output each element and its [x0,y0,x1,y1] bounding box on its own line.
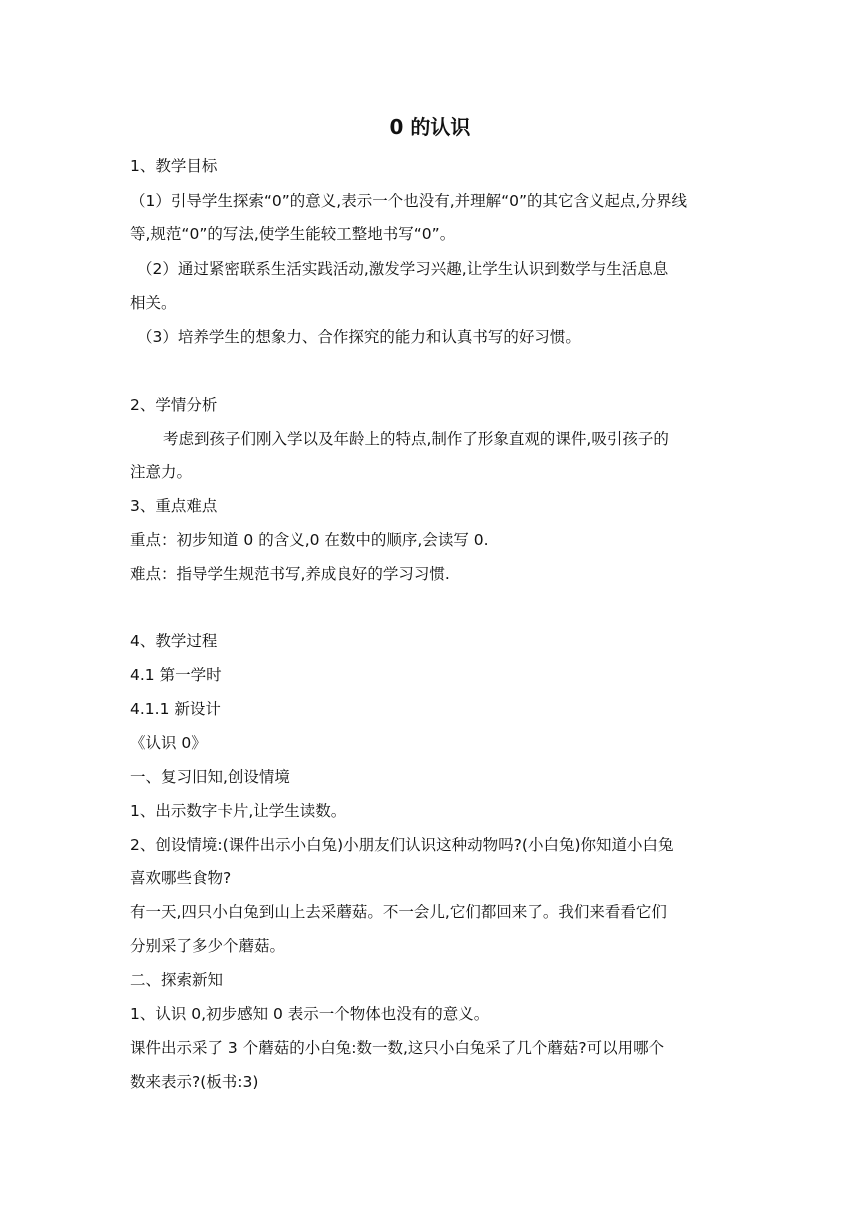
step-1-line: 1、出示数字卡片,让学生读数。 [130,802,347,820]
story-line-1: 有一天,四只小白兔到山上去采蘑菇。不一会儿,它们都回来了。我们来看看它们 [130,903,667,921]
goal-1-line-2: 等,规范“0”的写法,使学生能较工整地书写“0”。 [130,225,456,243]
goal-1-line-1: （1）引导学生探索“0”的意义,表示一个也没有,并理解“0”的其它含义起点,分界线 [130,192,687,210]
part-one-heading: 一、复习旧知,创设情境 [130,768,290,786]
section-heading-teaching-goals: 1、教学目标 [130,157,218,175]
document-title: 0 的认识 [389,115,471,139]
step-2-line-2: 喜欢哪些食物? [130,869,232,887]
section-heading-student-analysis: 2、学情分析 [130,396,218,414]
subsection-new-design: 4.1.1 新设计 [130,700,221,718]
key-point-line: 重点：初步知道 0 的含义,0 在数中的顺序,会读写 0. [130,531,489,549]
analysis-line-2: 注意力。 [130,463,193,481]
analysis-line-1: 考虑到孩子们刚入学以及年龄上的特点,制作了形象直观的课件,吸引孩子的 [163,430,669,448]
lesson-name: 《认识 0》 [130,734,207,752]
courseware-line-2: 数来表示?(板书:3) [130,1073,259,1091]
goal-2-line-2: 相关。 [130,294,177,312]
section-heading-key-points: 3、重点难点 [130,497,218,515]
subsection-first-lesson: 4.1 第一学时 [130,666,222,684]
story-line-2: 分别采了多少个蘑菇。 [130,937,286,955]
explore-step-1-line: 1、认识 0,初步感知 0 表示一个物体也没有的意义。 [130,1005,490,1023]
step-2-line-1: 2、创设情境:(课件出示小白兔)小朋友们认识这种动物吗?(小白兔)你知道小白兔 [130,836,674,854]
section-heading-teaching-process: 4、教学过程 [130,632,218,650]
goal-2-line-1: （2）通过紧密联系生活实践活动,激发学习兴趣,让学生认识到数学与生活息息 [137,260,669,278]
part-two-heading: 二、探索新知 [130,971,224,989]
difficulty-line: 难点：指导学生规范书写,养成良好的学习习惯. [130,565,450,583]
courseware-line-1: 课件出示采了 3 个蘑菇的小白兔:数一数,这只小白兔采了几个蘑菇?可以用哪个 [130,1039,665,1057]
goal-3-line: （3）培养学生的想象力、合作探究的能力和认真书写的好习惯。 [137,328,581,346]
